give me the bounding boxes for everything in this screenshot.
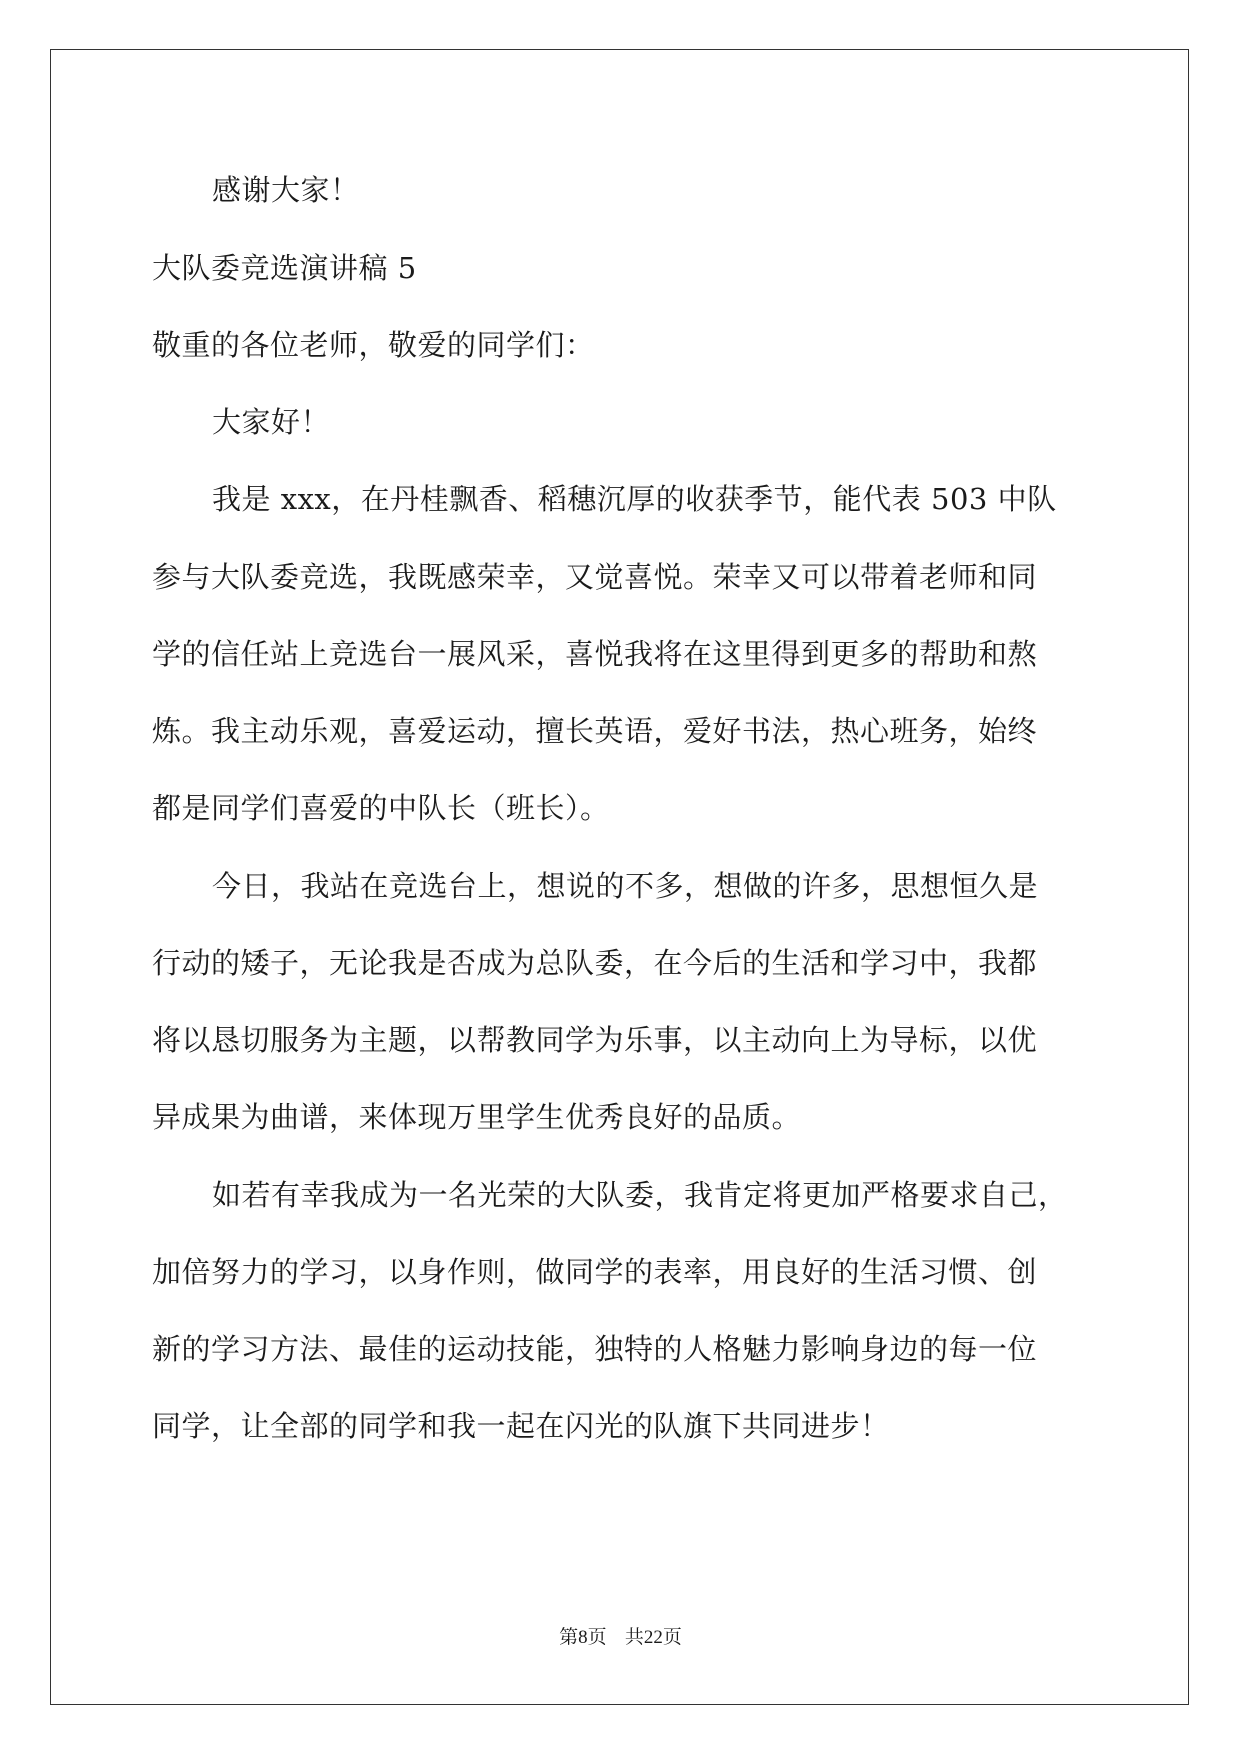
paragraph-line: 新的学习方法、最佳的运动技能，独特的人格魅力影响身边的每一位 xyxy=(152,1332,1038,1366)
paragraph-line: 同学，让全部的同学和我一起在闪光的队旗下共同进步！ xyxy=(152,1409,890,1443)
page-number: 8 xyxy=(578,1627,588,1648)
paragraph-line: 都是同学们喜爱的中队长（班长）。 xyxy=(152,791,610,825)
page-footer xyxy=(0,1624,1241,1651)
paragraph-line: 行动的矮子，无论我是否成为总队委，在今后的生活和学习中，我都 xyxy=(152,946,1038,980)
paragraph-line: 如若有幸我成为一名光荣的大队委，我肯定将更加严格要求自己， xyxy=(212,1178,1068,1212)
total-suffix: 页 xyxy=(662,1626,682,1648)
paragraph-line: 学的信任站上竞选台一展风采，喜悦我将在这里得到更多的帮助和熬 xyxy=(152,637,1038,671)
paragraph-line: 我是 xxx，在丹桂飘香、稻穗沉厚的收获季节，能代表 503 中队 xyxy=(212,482,1057,516)
page-prefix: 第 xyxy=(559,1626,579,1648)
greeting: 大家好！ xyxy=(212,405,331,439)
page-suffix: 页 xyxy=(587,1626,607,1648)
paragraph-line: 将以恳切服务为主题，以帮教同学为乐事，以主动向上为导标，以优 xyxy=(152,1023,1038,1057)
paragraph-line: 炼。我主动乐观，喜爱运动，擅长英语，爱好书法，热心班务，始终 xyxy=(152,714,1038,748)
total-pages: 22 xyxy=(643,1627,663,1648)
paragraph-line: 参与大队委竞选，我既感荣幸，又觉喜悦。荣幸又可以带着老师和同 xyxy=(152,560,1038,594)
paragraph-line: 今日，我站在竞选台上，想说的不多，想做的许多，思想恒久是 xyxy=(212,869,1039,903)
closing-thanks: 感谢大家！ xyxy=(212,173,360,207)
section-title: 大队委竞选演讲稿 5 xyxy=(152,251,417,285)
salutation: 敬重的各位老师，敬爱的同学们： xyxy=(152,328,595,362)
total-prefix: 共 xyxy=(624,1626,644,1648)
paragraph-line: 异成果为曲谱，来体现万里学生优秀良好的品质。 xyxy=(152,1100,802,1134)
paragraph-line: 加倍努力的学习，以身作则，做同学的表率，用良好的生活习惯、创 xyxy=(152,1255,1038,1289)
